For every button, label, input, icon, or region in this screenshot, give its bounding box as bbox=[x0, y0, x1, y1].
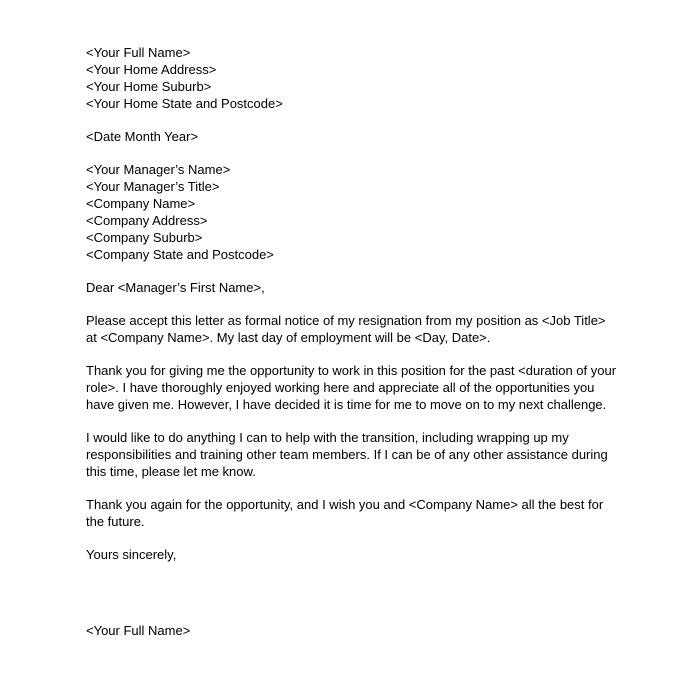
spacer bbox=[86, 346, 626, 362]
sender-home-address: <Your Home Address> bbox=[86, 62, 217, 77]
resignation-letter bbox=[86, 44, 626, 639]
body-paragraph-4 bbox=[86, 496, 626, 530]
salutation: Dear <Manager’s First Name>, bbox=[86, 280, 265, 295]
closing: Yours sincerely, bbox=[86, 547, 177, 562]
paragraph-line: the future. bbox=[86, 514, 145, 529]
recipient-address-block bbox=[86, 161, 626, 263]
sender-home-state-postcode: <Your Home State and Postcode> bbox=[86, 96, 283, 111]
company-address: <Company Address> bbox=[86, 213, 208, 228]
manager-title: <Your Manager’s Title> bbox=[86, 179, 220, 194]
paragraph-line: Please accept this letter as formal notice of my resignation from my position as <Job Title> bbox=[86, 313, 606, 328]
salutation-block bbox=[86, 279, 626, 296]
paragraph-line: Thank you again for the opportunity, and I wish you and <Company Name> all the best for bbox=[86, 497, 604, 512]
sender-home-suburb: <Your Home Suburb> bbox=[86, 79, 212, 94]
manager-name: <Your Manager’s Name> bbox=[86, 162, 231, 177]
closing-block bbox=[86, 546, 626, 563]
paragraph-line: responsibilities and training other team members. If I can be of any other assistance during bbox=[86, 447, 608, 462]
date-block bbox=[86, 128, 626, 145]
paragraph-line: have given me. However, I have decided it is time for me to move on to my next challenge. bbox=[86, 397, 607, 412]
body-paragraph-2 bbox=[86, 362, 626, 413]
spacer bbox=[86, 413, 626, 429]
paragraph-line: Thank you for giving me the opportunity to work in this position for the past <duration of your bbox=[86, 363, 617, 378]
spacer bbox=[86, 145, 626, 161]
company-name: <Company Name> bbox=[86, 196, 196, 211]
body-paragraph-3 bbox=[86, 429, 626, 480]
letter-date: <Date Month Year> bbox=[86, 129, 199, 144]
signature-name: <Your Full Name> bbox=[86, 623, 191, 638]
spacer bbox=[86, 480, 626, 496]
paragraph-line: role>. I have thoroughly enjoyed working here and appreciate all of the opportunities you bbox=[86, 380, 595, 395]
body-paragraph-1 bbox=[86, 312, 626, 346]
paragraph-line: at <Company Name>. My last day of employment will be <Day, Date>. bbox=[86, 330, 491, 345]
company-state-postcode: <Company State and Postcode> bbox=[86, 247, 274, 262]
signature-block bbox=[86, 622, 626, 639]
sender-address-block bbox=[86, 44, 626, 112]
spacer bbox=[86, 112, 626, 128]
sender-name: <Your Full Name> bbox=[86, 45, 191, 60]
company-suburb: <Company Suburb> bbox=[86, 230, 203, 245]
paragraph-line: I would like to do anything I can to help with the transition, including wrapping up my bbox=[86, 430, 569, 445]
spacer bbox=[86, 263, 626, 279]
spacer bbox=[86, 530, 626, 546]
spacer bbox=[86, 296, 626, 312]
signature-spacer bbox=[86, 563, 626, 622]
paragraph-line: this time, please let me know. bbox=[86, 464, 256, 479]
